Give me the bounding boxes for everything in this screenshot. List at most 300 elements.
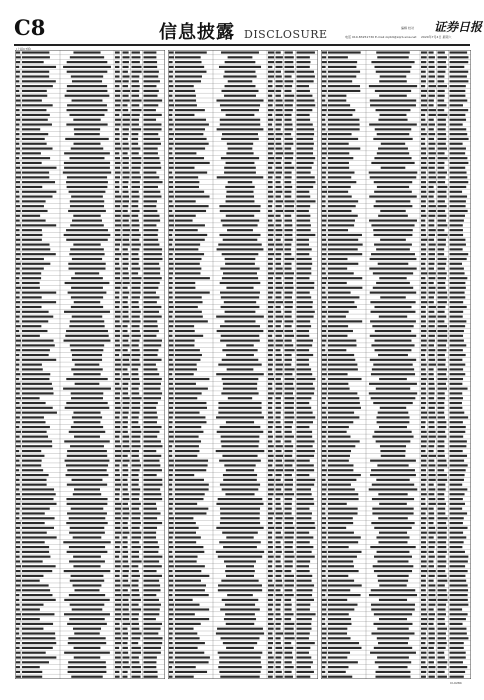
cell-text bbox=[429, 661, 434, 663]
cell-text bbox=[16, 224, 21, 226]
cell-text bbox=[132, 580, 139, 582]
cell-text bbox=[450, 584, 468, 586]
cell-text bbox=[175, 426, 201, 428]
cell-text bbox=[72, 359, 102, 361]
cell-text bbox=[169, 532, 174, 534]
cell-text bbox=[268, 493, 274, 495]
cell-text bbox=[369, 268, 416, 270]
cell-text bbox=[268, 383, 272, 385]
cell-text bbox=[132, 431, 142, 433]
cell-text bbox=[438, 436, 447, 438]
cell-text bbox=[438, 637, 447, 639]
cell-text bbox=[322, 560, 327, 562]
cell-text bbox=[450, 330, 464, 332]
cell-text bbox=[375, 349, 412, 351]
cell-text bbox=[285, 80, 294, 82]
cell-text bbox=[322, 147, 327, 149]
cell-text bbox=[22, 95, 47, 97]
cell-text bbox=[16, 503, 20, 505]
cell-text bbox=[429, 157, 436, 159]
cell-text bbox=[123, 325, 128, 327]
cell-text bbox=[373, 565, 414, 567]
cell-text bbox=[175, 407, 207, 409]
cell-text bbox=[123, 229, 131, 231]
cell-text bbox=[175, 80, 201, 82]
cell-text bbox=[169, 152, 173, 154]
cell-text bbox=[438, 219, 446, 221]
cell-text bbox=[297, 440, 315, 442]
cell-text bbox=[22, 344, 55, 346]
cell-text bbox=[429, 455, 436, 457]
cell-text bbox=[220, 268, 259, 270]
cell-text bbox=[285, 272, 294, 274]
cell-text bbox=[421, 152, 426, 154]
cell-text bbox=[132, 666, 141, 668]
cell-text bbox=[123, 330, 128, 332]
cell-text bbox=[421, 80, 426, 82]
cell-text bbox=[16, 594, 20, 596]
cell-text bbox=[450, 80, 469, 82]
cell-text bbox=[297, 383, 313, 385]
cell-text bbox=[16, 536, 21, 538]
cell-text bbox=[268, 560, 272, 562]
cell-text bbox=[66, 498, 107, 500]
cell-text bbox=[450, 282, 466, 284]
cell-text bbox=[115, 623, 120, 625]
cell-text bbox=[175, 171, 207, 173]
cell-text bbox=[438, 205, 447, 207]
cell-text bbox=[429, 119, 434, 121]
cell-text bbox=[328, 580, 354, 582]
cell-text bbox=[450, 575, 466, 577]
cell-text bbox=[226, 575, 254, 577]
cell-text bbox=[225, 85, 256, 87]
cell-text bbox=[297, 445, 313, 447]
cell-text bbox=[421, 388, 426, 390]
cell-text bbox=[297, 66, 310, 68]
cell-text bbox=[16, 162, 20, 164]
cell-text bbox=[328, 661, 358, 663]
cell-text bbox=[144, 536, 157, 538]
cell-text bbox=[297, 479, 316, 481]
cell-text bbox=[16, 138, 20, 140]
cell-text bbox=[450, 272, 465, 274]
cell-text bbox=[66, 464, 108, 466]
cell-text bbox=[268, 652, 272, 654]
cell-text bbox=[322, 219, 327, 221]
cell-text bbox=[450, 628, 467, 630]
cell-text bbox=[285, 85, 293, 87]
cell-text bbox=[276, 546, 282, 548]
cell-text bbox=[328, 666, 348, 668]
cell-text bbox=[328, 195, 352, 197]
cell-text bbox=[115, 277, 120, 279]
cell-text bbox=[123, 80, 129, 82]
cell-text bbox=[276, 364, 283, 366]
cell-text bbox=[421, 508, 427, 510]
cell-text bbox=[268, 527, 274, 529]
cell-text bbox=[16, 676, 21, 678]
cell-text bbox=[421, 258, 426, 260]
cell-text bbox=[328, 388, 350, 390]
cell-text bbox=[22, 392, 54, 394]
cell-text bbox=[144, 493, 162, 495]
cell-text bbox=[438, 335, 448, 337]
cell-text bbox=[115, 628, 120, 630]
cell-text bbox=[374, 431, 411, 433]
cell-text bbox=[169, 575, 173, 577]
cell-text bbox=[429, 114, 436, 116]
cell-text bbox=[71, 575, 104, 577]
cell-text bbox=[223, 75, 256, 77]
cell-text bbox=[132, 599, 141, 601]
cell-text bbox=[438, 450, 445, 452]
cell-text bbox=[380, 114, 407, 116]
cell-text bbox=[322, 378, 326, 380]
cell-text bbox=[268, 296, 272, 298]
cell-text bbox=[22, 368, 43, 370]
cell-text bbox=[123, 440, 130, 442]
cell-text bbox=[322, 637, 326, 639]
cell-text bbox=[285, 464, 293, 466]
cell-text bbox=[175, 186, 199, 188]
cell-text bbox=[438, 445, 445, 447]
cell-text bbox=[450, 234, 464, 236]
cell-text bbox=[123, 584, 130, 586]
cell-text bbox=[268, 61, 274, 63]
cell-text bbox=[421, 570, 427, 572]
cell-text bbox=[322, 133, 327, 135]
cell-text bbox=[421, 253, 426, 255]
cell-text bbox=[285, 311, 292, 313]
cell-text bbox=[450, 536, 467, 538]
cell-text bbox=[276, 570, 283, 572]
cell-text bbox=[226, 421, 254, 423]
cell-text bbox=[276, 599, 282, 601]
cell-text bbox=[276, 239, 281, 241]
cell-text bbox=[132, 171, 140, 173]
cell-text bbox=[322, 306, 326, 308]
cell-text bbox=[268, 392, 274, 394]
cell-text bbox=[276, 75, 282, 77]
cell-text bbox=[328, 244, 363, 246]
cell-text bbox=[115, 450, 121, 452]
cell-text bbox=[268, 162, 274, 164]
cell-text bbox=[175, 311, 202, 313]
cell-text bbox=[450, 368, 464, 370]
cell-text bbox=[450, 412, 465, 414]
cell-text bbox=[421, 263, 425, 265]
cell-text bbox=[22, 623, 53, 625]
cell-text bbox=[132, 440, 141, 442]
cell-text bbox=[450, 599, 468, 601]
cell-text bbox=[322, 95, 326, 97]
cell-text bbox=[297, 287, 315, 289]
cell-text bbox=[429, 647, 434, 649]
cell-text bbox=[297, 512, 312, 514]
cell-text bbox=[132, 147, 141, 149]
cell-text bbox=[169, 436, 174, 438]
cell-text bbox=[22, 484, 47, 486]
cell-text bbox=[429, 407, 435, 409]
cell-text bbox=[75, 383, 100, 385]
cell-text bbox=[450, 565, 466, 567]
cell-text bbox=[322, 532, 327, 534]
cell-text bbox=[370, 359, 416, 361]
cell-text bbox=[429, 229, 436, 231]
cell-text bbox=[228, 181, 252, 183]
cell-text bbox=[285, 186, 293, 188]
cell-text bbox=[276, 109, 283, 111]
cell-text bbox=[115, 647, 119, 649]
cell-text bbox=[144, 460, 160, 462]
cell-text bbox=[285, 224, 293, 226]
cell-text bbox=[123, 474, 129, 476]
cell-text bbox=[297, 460, 310, 462]
cell-text bbox=[268, 632, 272, 634]
cell-text bbox=[429, 666, 436, 668]
cell-text bbox=[67, 503, 108, 505]
cell-text bbox=[175, 623, 201, 625]
cell-text bbox=[64, 340, 111, 342]
cell-text bbox=[322, 440, 326, 442]
cell-text bbox=[276, 104, 284, 106]
cell-text bbox=[276, 560, 281, 562]
cell-text bbox=[374, 623, 413, 625]
cell-text bbox=[438, 613, 447, 615]
cell-text bbox=[16, 143, 19, 145]
cell-text bbox=[297, 301, 313, 303]
cell-text bbox=[175, 195, 210, 197]
cell-text bbox=[450, 229, 463, 231]
cell-text bbox=[16, 613, 21, 615]
cell-text bbox=[297, 556, 315, 558]
cell-text bbox=[438, 383, 446, 385]
cell-text bbox=[22, 416, 44, 418]
cell-text bbox=[322, 90, 327, 92]
cell-text bbox=[450, 388, 468, 390]
cell-text bbox=[421, 594, 427, 596]
cell-text bbox=[144, 359, 162, 361]
cell-text bbox=[328, 51, 361, 53]
cell-text bbox=[297, 138, 314, 140]
cell-text bbox=[421, 628, 427, 630]
cell-text bbox=[223, 474, 257, 476]
cell-text bbox=[123, 85, 129, 87]
cell-text bbox=[285, 128, 293, 130]
cell-text bbox=[16, 133, 20, 135]
cell-text bbox=[374, 157, 411, 159]
cell-text bbox=[268, 248, 273, 250]
cell-text bbox=[123, 268, 129, 270]
cell-text bbox=[268, 503, 272, 505]
cell-text bbox=[268, 344, 274, 346]
cell-text bbox=[74, 301, 100, 303]
cell-text bbox=[22, 652, 46, 654]
cell-text bbox=[69, 594, 105, 596]
cell-text bbox=[144, 248, 163, 250]
cell-text bbox=[123, 541, 128, 543]
cell-text bbox=[421, 239, 427, 241]
cell-text bbox=[429, 364, 436, 366]
cell-text bbox=[438, 479, 448, 481]
cell-text bbox=[16, 527, 20, 529]
cell-text bbox=[64, 570, 111, 572]
cell-text bbox=[16, 565, 21, 567]
cell-text bbox=[429, 421, 435, 423]
cell-text bbox=[450, 623, 463, 625]
cell-text bbox=[328, 556, 357, 558]
cell-text bbox=[276, 613, 281, 615]
cell-text bbox=[285, 306, 293, 308]
cell-text bbox=[429, 541, 436, 543]
cell-text bbox=[328, 157, 353, 159]
cell-text bbox=[322, 541, 327, 543]
cell-text bbox=[297, 527, 316, 529]
cell-text bbox=[115, 195, 121, 197]
cell-text bbox=[268, 642, 273, 644]
cell-text bbox=[224, 464, 255, 466]
cell-text bbox=[285, 671, 292, 673]
cell-text bbox=[115, 128, 119, 130]
cell-text bbox=[132, 186, 140, 188]
cell-text bbox=[373, 138, 412, 140]
cell-text bbox=[429, 594, 436, 596]
cell-text bbox=[322, 373, 327, 375]
cell-text bbox=[276, 316, 284, 318]
cell-text bbox=[123, 484, 129, 486]
cell-text bbox=[132, 224, 140, 226]
cell-text bbox=[132, 195, 140, 197]
cell-text bbox=[297, 416, 316, 418]
cell-text bbox=[175, 637, 200, 639]
cell-text bbox=[123, 503, 128, 505]
cell-text bbox=[438, 407, 445, 409]
cell-text bbox=[169, 445, 172, 447]
cell-text bbox=[16, 426, 19, 428]
cell-text bbox=[322, 99, 325, 101]
cell-text bbox=[219, 460, 261, 462]
cell-text bbox=[169, 157, 174, 159]
cell-text bbox=[175, 109, 205, 111]
cell-text bbox=[175, 181, 199, 183]
cell-text bbox=[297, 584, 315, 586]
cell-text bbox=[123, 248, 128, 250]
cell-text bbox=[22, 287, 40, 289]
cell-text bbox=[297, 426, 310, 428]
cell-text bbox=[268, 594, 273, 596]
cell-text bbox=[322, 61, 327, 63]
cell-text bbox=[115, 66, 119, 68]
cell-text bbox=[175, 455, 197, 457]
cell-text bbox=[438, 119, 446, 121]
cell-text bbox=[169, 51, 174, 53]
cell-text bbox=[450, 488, 468, 490]
cell-text bbox=[175, 445, 199, 447]
cell-text bbox=[421, 138, 425, 140]
cell-text bbox=[268, 143, 274, 145]
cell-text bbox=[115, 119, 121, 121]
cell-text bbox=[328, 330, 353, 332]
cell-text bbox=[297, 613, 316, 615]
cell-text bbox=[144, 354, 158, 356]
cell-text bbox=[285, 551, 294, 553]
cell-text bbox=[115, 354, 119, 356]
cell-text bbox=[268, 532, 272, 534]
cell-text bbox=[268, 565, 272, 567]
cell-text bbox=[328, 354, 354, 356]
cell-text bbox=[16, 378, 19, 380]
cell-text bbox=[285, 455, 293, 457]
cell-text bbox=[378, 215, 408, 217]
cell-text bbox=[175, 632, 197, 634]
cell-text bbox=[16, 479, 20, 481]
cell-text bbox=[224, 171, 256, 173]
cell-text bbox=[322, 239, 326, 241]
cell-text bbox=[297, 671, 314, 673]
cell-text bbox=[268, 584, 274, 586]
cell-text bbox=[144, 61, 158, 63]
cell-text bbox=[115, 536, 119, 538]
cell-text bbox=[450, 224, 463, 226]
cell-text bbox=[22, 171, 49, 173]
cell-text bbox=[175, 575, 209, 577]
cell-text bbox=[175, 61, 202, 63]
cell-text bbox=[169, 66, 174, 68]
cell-text bbox=[421, 671, 426, 673]
cell-text bbox=[175, 479, 204, 481]
cell-text bbox=[16, 628, 19, 630]
cell-text bbox=[450, 474, 465, 476]
cell-text bbox=[268, 282, 273, 284]
cell-text bbox=[297, 191, 310, 193]
cell-text bbox=[223, 383, 257, 385]
cell-text bbox=[71, 306, 103, 308]
cell-text bbox=[144, 210, 158, 212]
cell-text bbox=[285, 661, 292, 663]
cell-text bbox=[421, 311, 426, 313]
cell-text bbox=[276, 176, 282, 178]
cell-text bbox=[276, 541, 281, 543]
cell-text bbox=[421, 114, 425, 116]
cell-text bbox=[421, 143, 425, 145]
cell-text bbox=[376, 109, 411, 111]
cell-text bbox=[169, 498, 173, 500]
cell-text bbox=[429, 445, 435, 447]
cell-text bbox=[421, 162, 426, 164]
cell-text bbox=[16, 306, 20, 308]
cell-text bbox=[268, 628, 274, 630]
cell-text bbox=[169, 316, 173, 318]
cell-text bbox=[22, 493, 56, 495]
cell-text bbox=[429, 272, 436, 274]
cell-text bbox=[68, 263, 105, 265]
cell-text bbox=[68, 292, 107, 294]
cell-text bbox=[169, 517, 174, 519]
cell-text bbox=[328, 392, 357, 394]
cell-text bbox=[132, 335, 141, 337]
cell-text bbox=[175, 244, 200, 246]
cell-text bbox=[16, 171, 21, 173]
cell-text bbox=[132, 541, 140, 543]
cell-text bbox=[123, 421, 128, 423]
cell-text bbox=[219, 656, 260, 658]
cell-text bbox=[450, 426, 466, 428]
cell-text bbox=[175, 416, 205, 418]
cell-text bbox=[450, 195, 468, 197]
cell-text bbox=[268, 147, 274, 149]
cell-text bbox=[438, 464, 448, 466]
